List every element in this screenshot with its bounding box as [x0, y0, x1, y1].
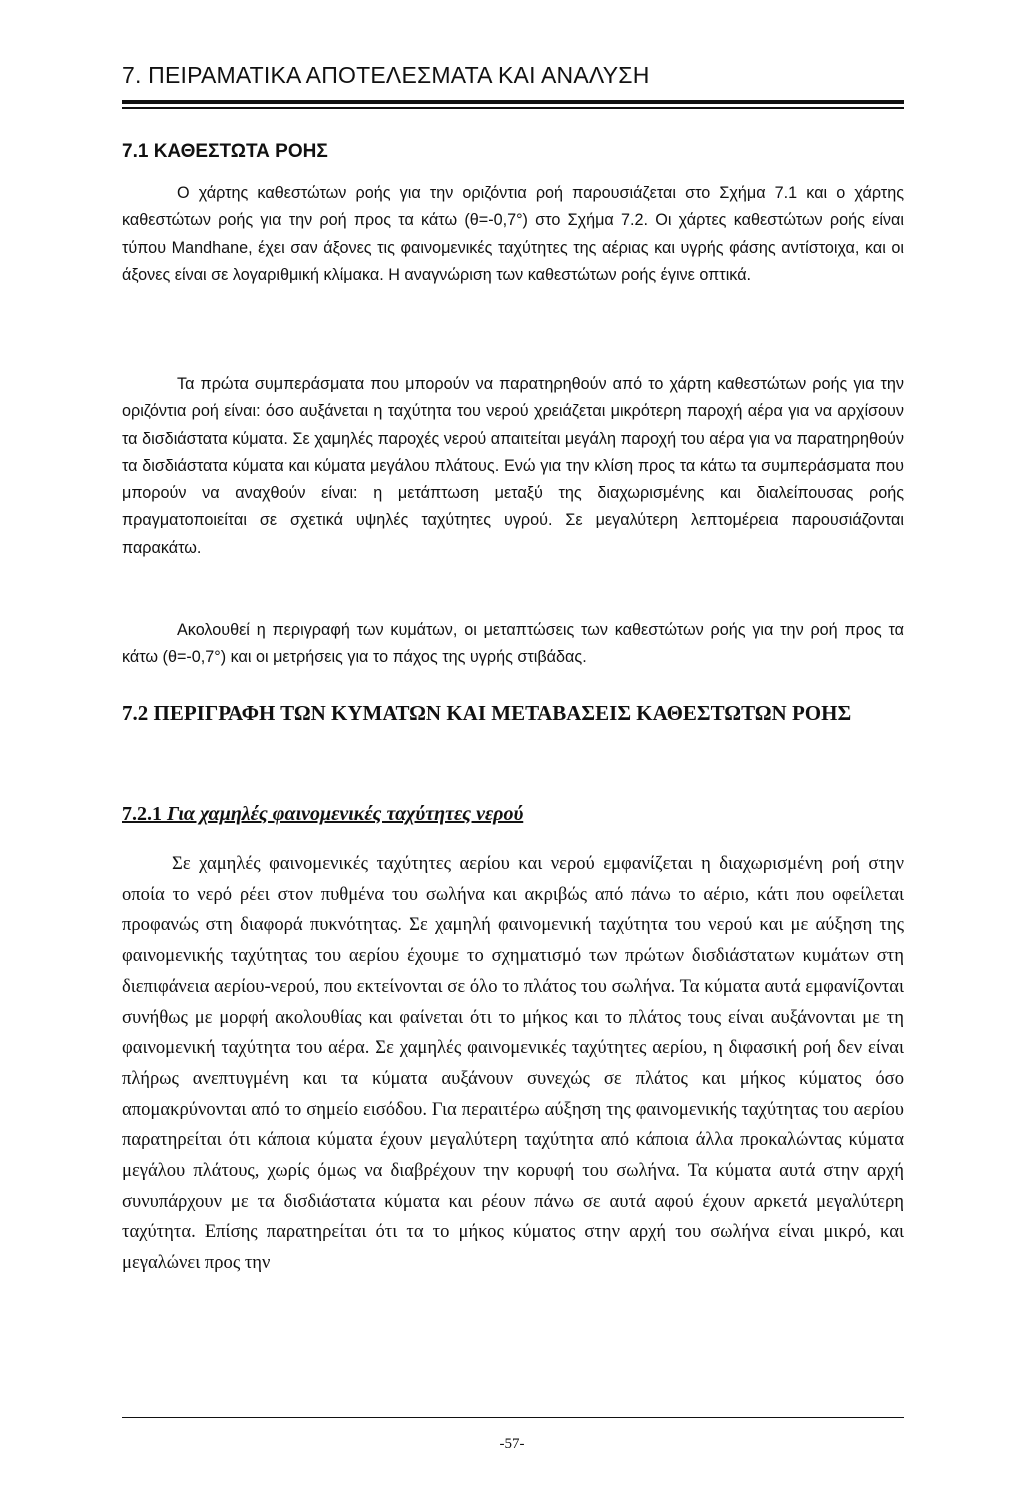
paragraph-first-conclusions: Τα πρώτα συμπεράσματα που μπορούν να παρατηρηθούν από το χάρτη καθεστώτων ροής για την οριζόντια ροή είναι: όσο αυξάνεται η ταχύτητα του νερού χρειάζεται μικρότερη παροχή αέρα για να αρχίσουν τα δισδιάστατα κύματα. Σε χαμηλές παροχές νερού απαιτείται μεγάλη παροχή του αέρα για να παρατηρηθούν τα δισδιάστατα κύματα και κύματα μεγάλου πλάτους. Ενώ για την κλίση προς τα κάτω τα συμπεράσματα που μπορούν να αναχθούν είναι: η μετάπτωση μεταξύ της διαχωρισμένης και διαλείπουσας ροής πραγματοποιείται σε σχετικά υψηλές ταχύτητες υγρού. Σε μεγαλύτερη λεπτομέρεια παρουσιάζονται παρακάτω.: [122, 375, 904, 557]
title-rule-thin: [122, 107, 904, 109]
page-number: -57-: [499, 1436, 525, 1452]
paragraph-low-velocities: Σε χαμηλές φαινομενικές ταχύτητες αερίου και νερού εμφανίζεται η διαχωρισμένη ροή στην οποία το νερό ρέει στον πυθμένα του σωλήνα και ακριβώς από πάνω το αέριο, κάτι που οφείλεται προφανώς στη διαφορά πυκνότητας. Σε χαμηλή φαινομενική ταχύτητα του νερού και με αύξηση της φαινομενικής ταχύτητας του αερίου έχουμε το σχηματισμό των πρώτων δισδιάστατων κυμάτων στη διεπιφάνεια αερίου-νερού, που εκτείνονται σε όλο το πλάτος του σωλήνα. Τα κύματα αυτά εμφανίζονται συνήθως με μορφή ακολουθίας και φαίνεται ότι το μήκος και το πλάτος τους είναι αυξάνονται με τη φαινομενική ταχύτητα του αέρα. Σε χαμηλές φαινομενικές ταχύτητες αερίου, η διφασική ροή δεν είναι πλήρως ανεπτυγμένη και τα κύματα αυξάνουν συνεχώς σε πλάτος και μήκος κύματος όσο απομακρύνονται από το σημείο εισόδου. Για περαιτέρω αύξηση της φαινομενικής ταχύτητας του αερίου παρατηρείται ότι κάποια κύματα έχουν μεγαλύτερη ταχύτητα από κάποια άλλα προκαλώντας κύματα μεγάλου πλάτους, χωρίς όμως να διαβρέχουν την κορυφή του σωλήνα. Τα κύματα αυτά στην αρχή συνυπάρχουν με τα δισδιάστατα κύματα και ρέουν πάνω σε αυτά αφού έχουν αρκετά μεγαλύτερη ταχύτητα. Επίσης παρατηρείται ότι τα το μήκος κύματος στην αρχή του σωλήνα είναι μικρό, και μεγαλώνει προς την: [122, 853, 904, 1274]
footer-rule: [122, 1417, 904, 1418]
subsection-number: 7.2.1: [122, 803, 162, 825]
subsection-heading-7-2-1: [122, 803, 523, 826]
section-heading-7-1: 7.1 ΚΑΘΕΣΤΩΤΑ ΡΟΗΣ: [122, 141, 328, 162]
section-heading-7-2: 7.2 ΠΕΡΙΓΡΑΦΗ ΤΩΝ ΚΥΜΑΤΩΝ ΚΑΙ ΜΕΤΑΒΑΣΕΙΣ ΚΑΘΕΣΤΩΤΩΝ ΡΟΗΣ: [122, 701, 852, 725]
paragraph-flow-maps: Ο χάρτης καθεστώτων ροής για την οριζόντια ροή παρουσιάζεται στο Σχήμα 7.1 και ο χάρτης καθεστώτων ροής για την ροή προς τα κάτω (θ=-0,7°) στο Σχήμα 7.2. Οι χάρτες καθεστώτων ροής είναι τύπου Mandhane, έχει σαν άξονες τις φαινομενικές ταχύτητες της αέριας και υγρής φάσης αντίστοιχα, και οι άξονες είναι σε λογαριθμική κλίμακα. Η αναγνώριση των καθεστώτων ροής έγινε οπτικά.: [122, 184, 904, 284]
title-rule-thick: [122, 100, 904, 104]
paragraph-following-description: Ακολουθεί η περιγραφή των κυμάτων, οι μεταπτώσεις των καθεστώτων ροής για την ροή προς τα κάτω (θ=-0,7°) και οι μετρήσεις για το πάχος της υγρής στιβάδας.: [122, 621, 904, 667]
chapter-title: 7. ΠΕΙΡΑΜΑΤΙΚΑ ΑΠΟΤΕΛΕΣΜΑΤΑ ΚΑΙ ΑΝΑΛΥΣΗ: [122, 62, 650, 88]
subsection-title: Για χαμηλές φαινομενικές ταχύτητες νερού: [167, 803, 524, 825]
